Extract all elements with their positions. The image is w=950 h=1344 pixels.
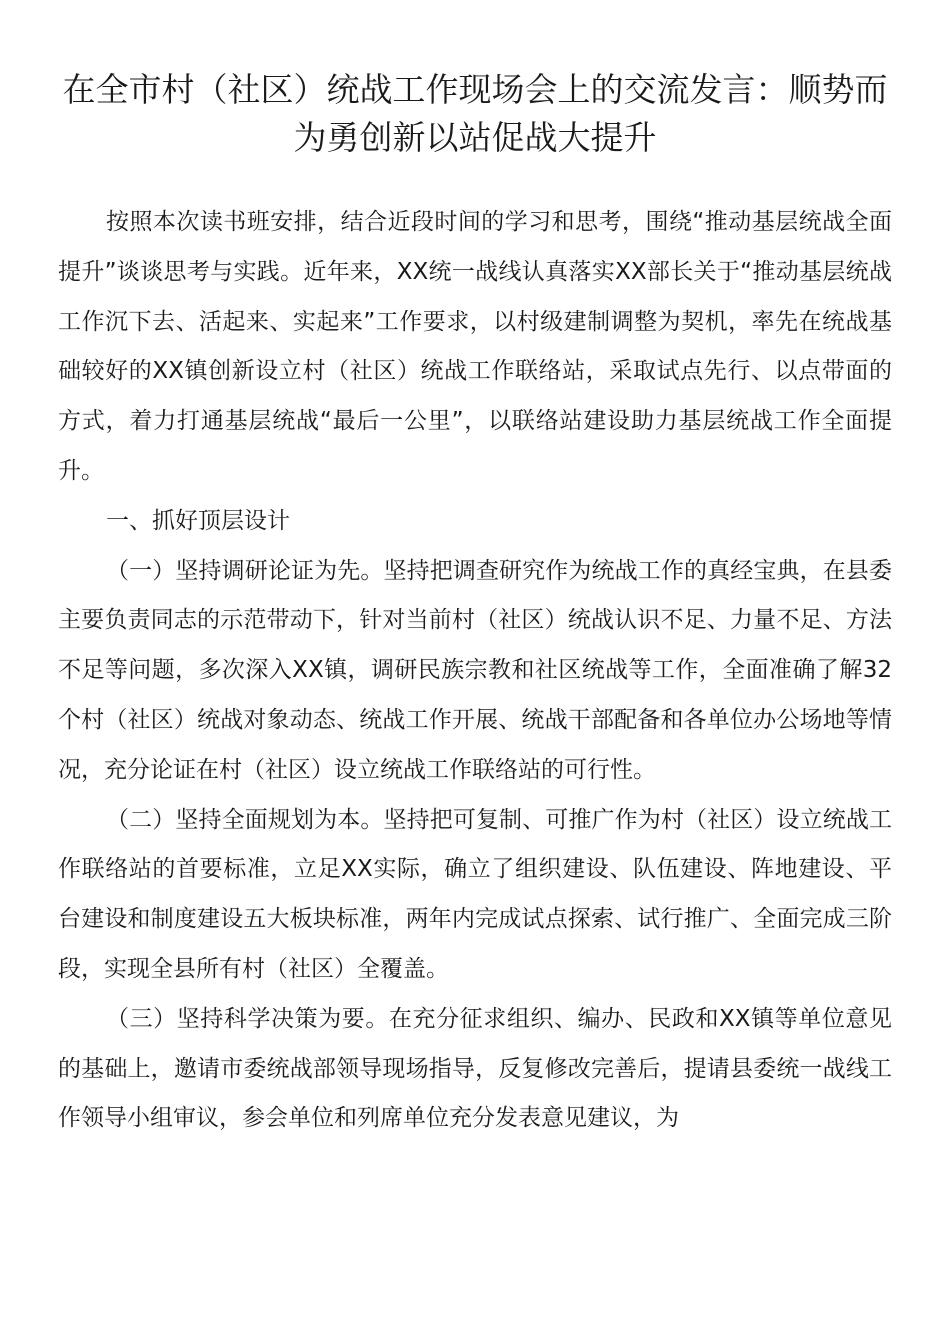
paragraph-planning: （二）坚持全面规划为本。坚持把可复制、可推广作为村（社区）设立统战工作联络站的首要标准，立足XX实际，确立了组织建设、队伍建设、阵地建设、平台建设和制度建设五大板块标准，两年内完成试点探索、试行推广、全面完成三阶段，实现全县所有村（社区）全覆盖。 [58,806,892,982]
document-title: 在全市村（社区）统战工作现场会上的交流发言：顺势而为勇创新以站促战大提升 [62,70,888,157]
paragraph-decision: （三）坚持科学决策为要。在充分征求组织、编办、民政和XX镇等单位意见的基础上，邀请市委统战部领导现场指导，反复修改完善后，提请县委统一战线工作领导小组审议，参会单位和列席单位充分发表意见建议，为 [58,1005,892,1132]
paragraph-intro: 按照本次读书班安排，结合近段时间的学习和思考，围绕“推动基层统战全面提升”谈谈思考与实践。近年来，XX统一战线认真落实XX部长关于“推动基层统战工作沉下去、活起来、实起来”工作要求，以村级建制调整为契机，率先在统战基础较好的XX镇创新设立村（社区）统战工作联络站，采取试点先行、以点带面的方式，着力打通基层统战“最后一公里”，以联络站建设助力基层统战工作全面提升。 [58,209,892,484]
section-heading-1: 一、抓好顶层设计 [106,507,290,534]
document-body [58,198,892,1144]
paragraph-research: （一）坚持调研论证为先。坚持把调查研究作为统战工作的真经宝典，在县委主要负责同志的示范带动下，针对当前村（社区）统战认识不足、力量不足、方法不足等问题，多次深入XX镇，调研民族宗教和社区统战等工作，全面准确了解32个村（社区）统战对象动态、统战工作开展、统战干部配备和各单位办公场地等情况，充分论证在村（社区）设立统战工作联络站的可行性。 [58,557,892,783]
